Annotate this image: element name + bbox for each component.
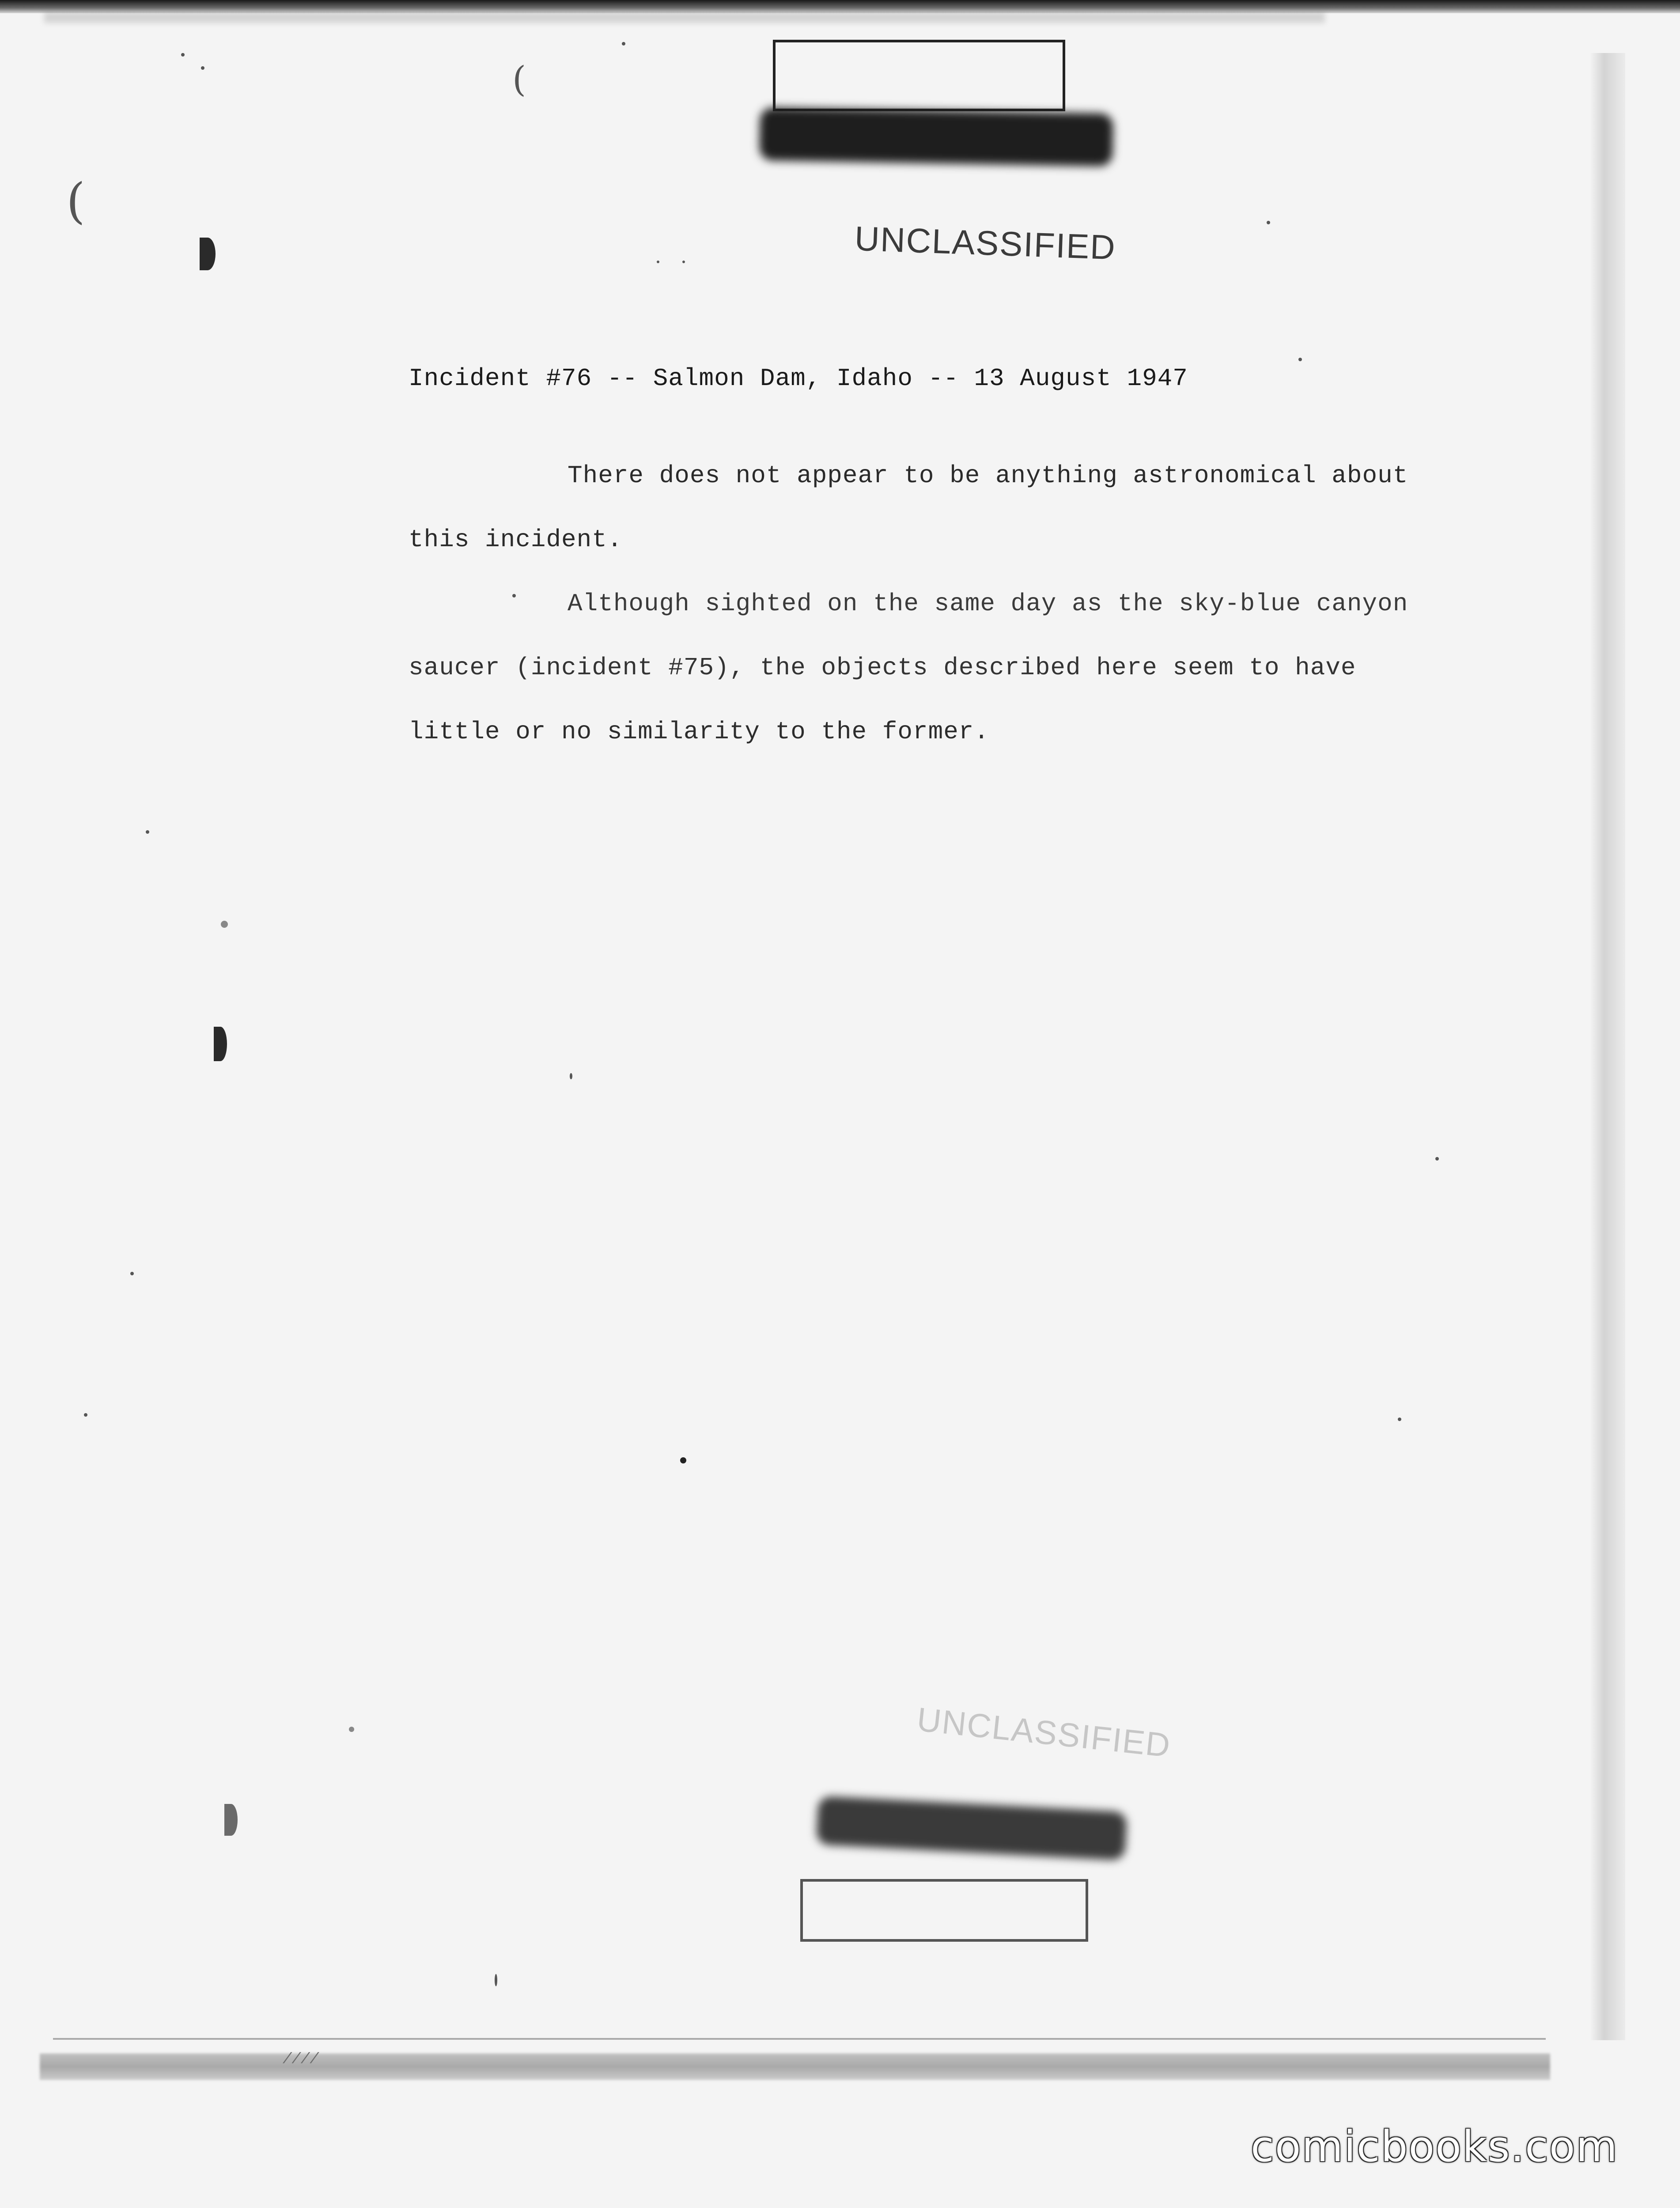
- speck: [1398, 1418, 1401, 1421]
- speck: [680, 1457, 686, 1463]
- redaction-smudge: [759, 107, 1113, 166]
- redaction-box: [773, 40, 1065, 111]
- speck: [495, 1974, 497, 1986]
- scan-mark: (: [66, 173, 85, 229]
- speck: [1267, 221, 1270, 224]
- speck: [682, 261, 685, 263]
- speck: [201, 66, 204, 70]
- speck: [657, 261, 659, 263]
- speck: [1298, 358, 1302, 361]
- bottom-scan-line: [53, 2038, 1546, 2040]
- body-line: Although sighted on the same day as the sky-blue canyon: [568, 590, 1408, 618]
- speck: [84, 1413, 87, 1417]
- classification-stamp-faded: UNCLASSIFIED: [915, 1701, 1173, 1765]
- scan-mark: (: [512, 59, 526, 100]
- body-line: There does not appear to be anything astronomical about: [568, 461, 1408, 490]
- speck: [349, 1727, 354, 1732]
- speck: [181, 53, 185, 57]
- speck: [570, 1073, 572, 1079]
- speck: [221, 921, 228, 928]
- right-scan-edge: [1590, 53, 1625, 2040]
- redaction-box: [800, 1879, 1088, 1942]
- body-line: little or no similarity to the former.: [409, 718, 990, 746]
- incident-heading: Incident #76 -- Salmon Dam, Idaho -- 13 August 1947: [409, 364, 1188, 393]
- punch-hole: [200, 238, 216, 270]
- body-line: saucer (incident #75), the objects described here seem to have: [409, 654, 1356, 682]
- scan-mark: ////: [283, 2051, 319, 2068]
- speck: [1435, 1157, 1439, 1161]
- speck: [146, 830, 149, 834]
- site-watermark: comicbooks.com: [1250, 2122, 1618, 2171]
- punch-hole: [214, 1027, 227, 1061]
- redaction-smudge: [816, 1796, 1128, 1860]
- punch-hole: [224, 1804, 238, 1836]
- speck: [622, 42, 625, 45]
- bottom-scan-border: [40, 2053, 1550, 2080]
- top-scan-smudge: [44, 11, 1325, 23]
- speck: [512, 594, 516, 597]
- body-line: this incident.: [409, 526, 623, 554]
- speck: [130, 1272, 134, 1275]
- classification-stamp: UNCLASSIFIED: [854, 219, 1117, 267]
